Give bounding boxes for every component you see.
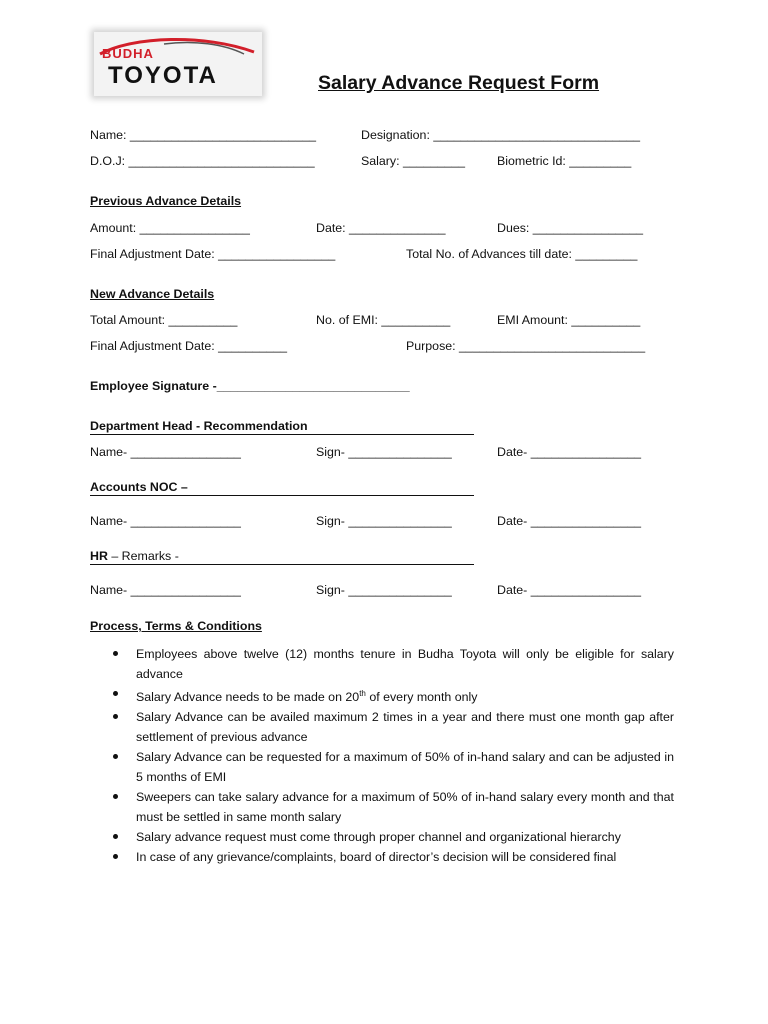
acc-name-field[interactable]: Name- ________________ (90, 514, 241, 528)
salary-field[interactable]: Salary: _________ (361, 154, 466, 168)
terms-item: Sweepers can take salary advance for a maximum of 50% of in-hand salary every month and that must be settled in same month salary (90, 787, 674, 827)
terms-item: Salary Advance can be requested for a maximum of 50% of in-hand salary and can be adjusted in 5 months of EMI (90, 747, 674, 787)
biometric-id-field[interactable]: Biometric Id: _________ (497, 154, 632, 168)
logo-brand-main: TOYOTA (108, 62, 218, 89)
hr-remarks-label: – Remarks - (107, 549, 179, 563)
hr-date-field[interactable]: Date- ________________ (497, 583, 641, 597)
prev-date-field[interactable]: Date: ______________ (316, 221, 446, 235)
company-logo (94, 32, 262, 96)
dept-date-field[interactable]: Date- ________________ (497, 445, 641, 459)
previous-advance-heading: Previous Advance Details (90, 194, 242, 208)
terms-item: Salary Advance can be availed maximum 2 times in a year and there must one month gap after settlement of previous advance (90, 707, 674, 747)
terms-item-text: of every month only (365, 690, 478, 705)
terms-item: Salary advance request must come through proper channel and organizational hierarchy (90, 827, 674, 847)
new-advance-heading: New Advance Details (90, 287, 215, 301)
new-emi-amount-field[interactable]: EMI Amount: __________ (497, 313, 641, 327)
page-title: Salary Advance Request Form (318, 72, 600, 94)
prev-dues-field[interactable]: Dues: ________________ (497, 221, 644, 235)
dept-sign-field[interactable]: Sign- _______________ (316, 445, 452, 459)
new-purpose-field[interactable]: Purpose: ___________________________ (406, 339, 646, 353)
prev-final-adjustment-field[interactable]: Final Adjustment Date: _________________ (90, 247, 336, 261)
prev-total-advances-field[interactable]: Total No. of Advances till date: _________ (406, 247, 638, 261)
prev-amount-field[interactable]: Amount: ________________ (90, 221, 250, 235)
logo-brand-top: BUDHA (102, 46, 154, 61)
department-head-heading: Department Head - Recommendation (90, 419, 474, 435)
terms-item (90, 684, 674, 707)
doj-field[interactable]: D.O.J: ___________________________ (90, 154, 315, 168)
acc-sign-field[interactable]: Sign- _______________ (316, 514, 452, 528)
employee-signature-field[interactable]: Employee Signature -____________________________ (90, 379, 410, 393)
terms-item-text: Salary Advance needs to be made on 20 (136, 690, 360, 705)
new-final-adjustment-field[interactable]: Final Adjustment Date: __________ (90, 339, 288, 353)
hr-sign-field[interactable]: Sign- _______________ (316, 583, 452, 597)
designation-field[interactable]: Designation: ______________________________ (361, 128, 641, 142)
hr-label: HR (90, 549, 108, 563)
hr-name-field[interactable]: Name- ________________ (90, 583, 241, 597)
new-total-amount-field[interactable]: Total Amount: __________ (90, 313, 238, 327)
hr-remarks-heading (90, 549, 474, 565)
accounts-noc-heading: Accounts NOC – (90, 480, 474, 496)
terms-item: Employees above twelve (12) months tenure in Budha Toyota will only be eligible for salary advance (90, 644, 674, 684)
new-emi-count-field[interactable]: No. of EMI: __________ (316, 313, 451, 327)
dept-name-field[interactable]: Name- ________________ (90, 445, 241, 459)
terms-list (90, 644, 674, 867)
terms-heading: Process, Terms & Conditions (90, 619, 262, 633)
terms-item-sup: th (359, 689, 366, 698)
terms-item: In case of any grievance/complaints, board of director’s decision will be considered final (90, 847, 674, 867)
name-field[interactable]: Name: ___________________________ (90, 128, 316, 142)
acc-date-field[interactable]: Date- ________________ (497, 514, 641, 528)
